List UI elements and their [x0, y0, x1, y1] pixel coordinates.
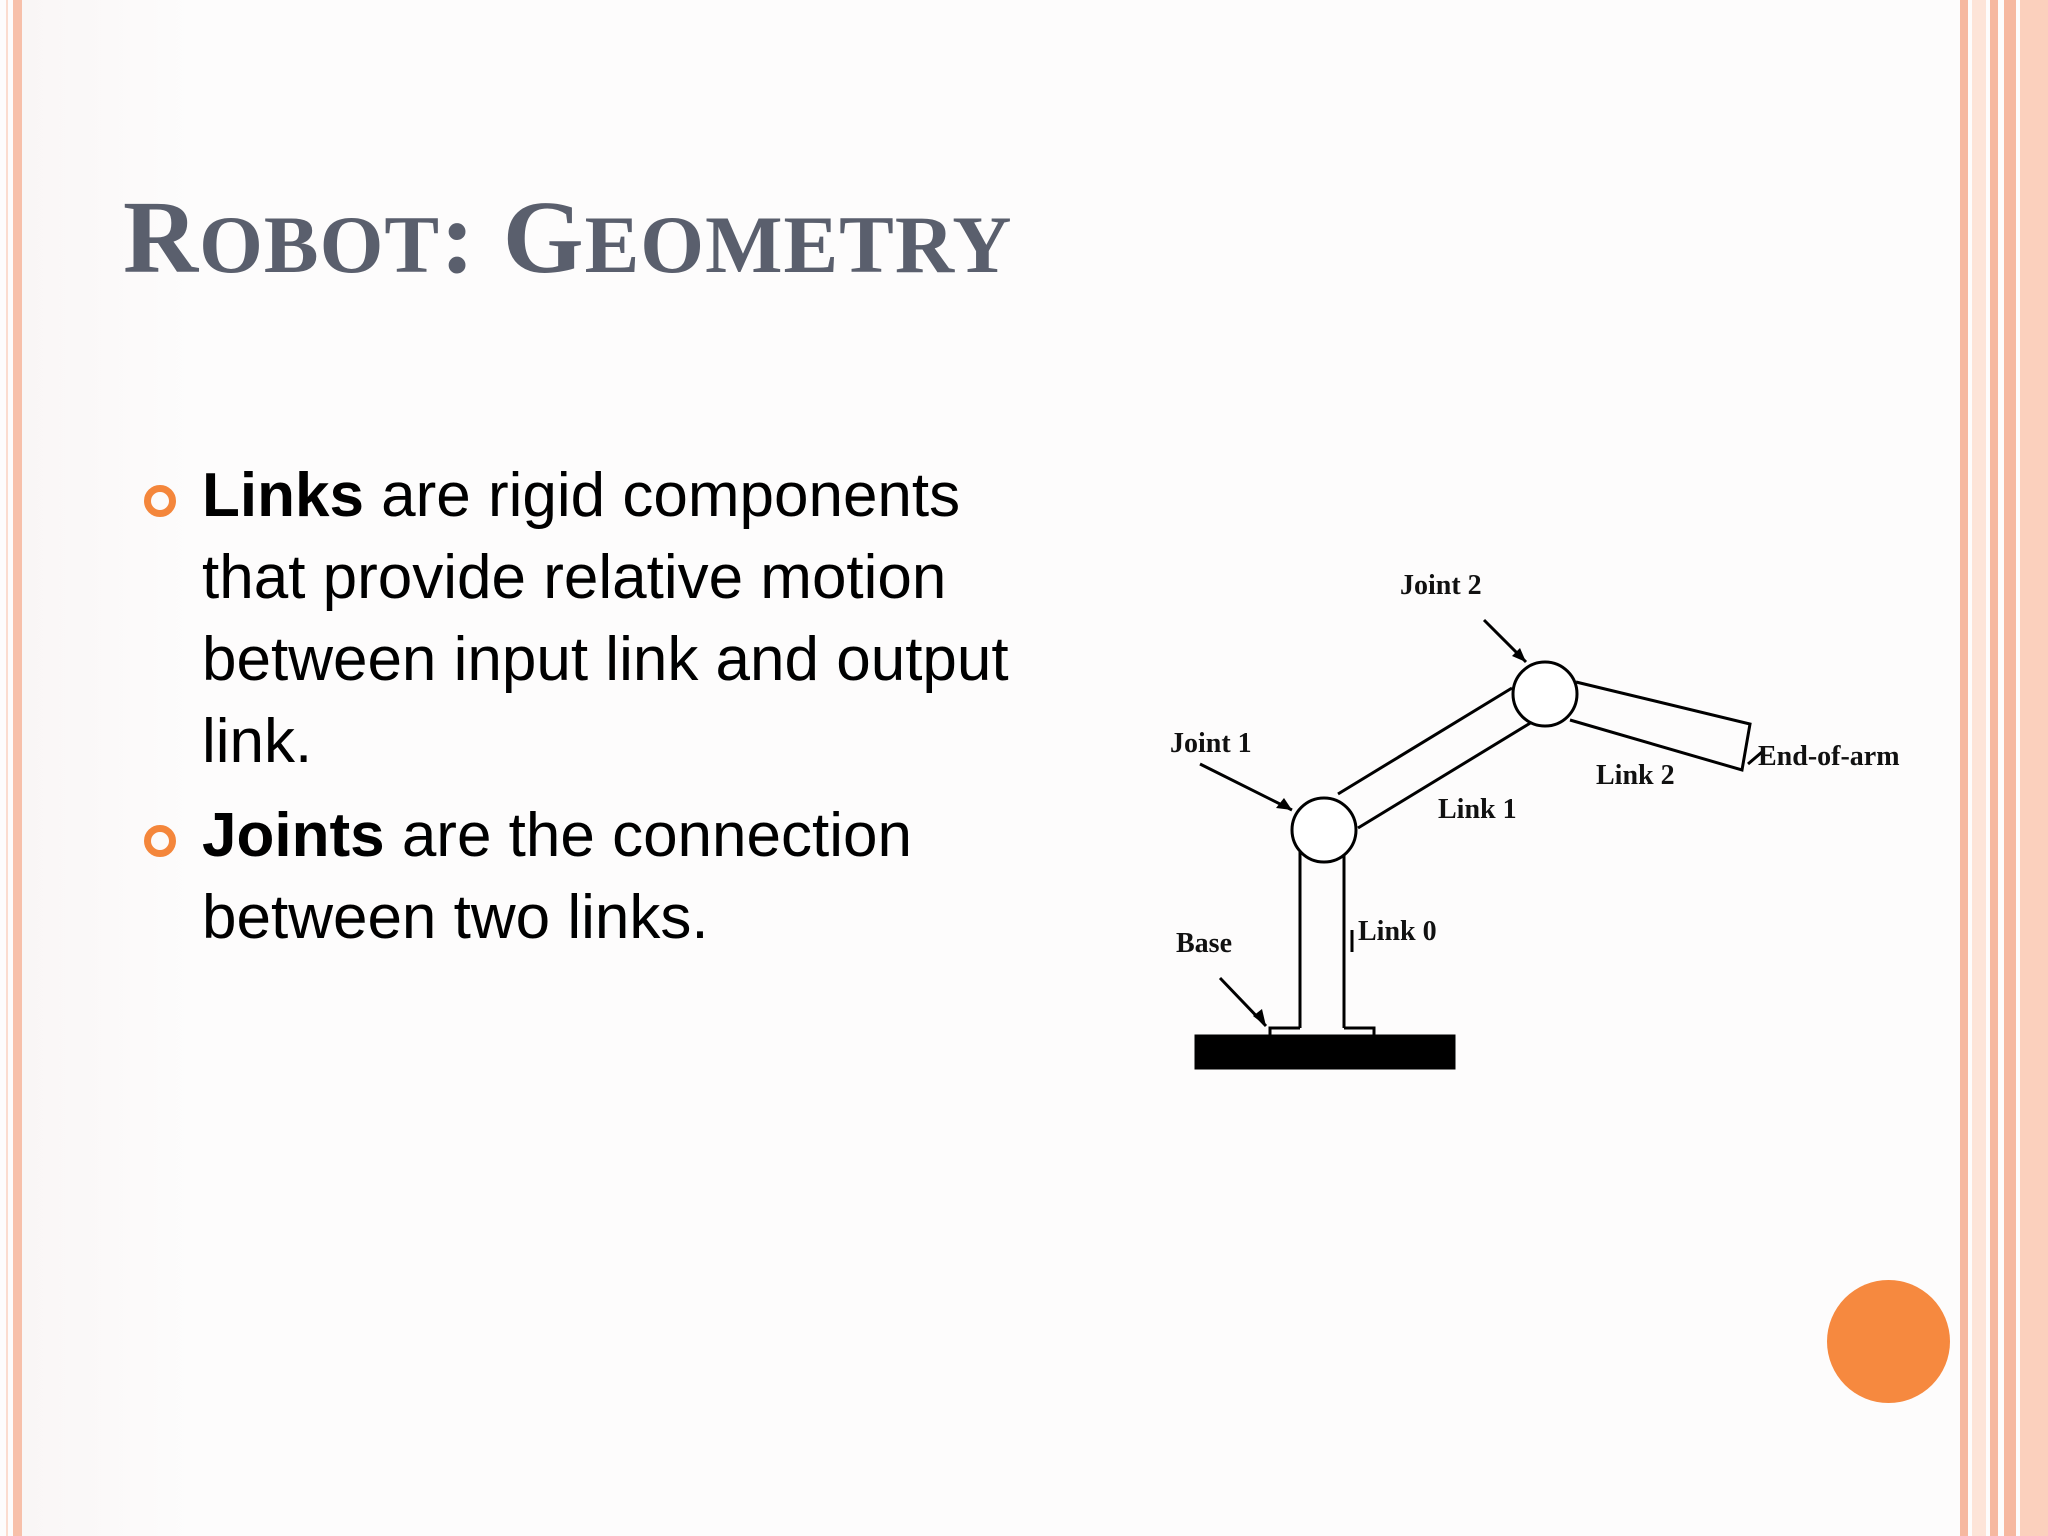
bullet-term: Links [202, 461, 364, 530]
right-border-bar [1960, 0, 1968, 1536]
slide-title [123, 178, 1012, 297]
right-border-bar [1990, 0, 1998, 1536]
base-plate [1196, 1036, 1454, 1068]
bullet-term: Joints [202, 801, 385, 870]
joint1-circle [1292, 798, 1356, 862]
title-part: R [123, 180, 200, 295]
bullet-item-links [140, 455, 1040, 783]
title-part: G [502, 180, 585, 295]
right-border-bar [1972, 0, 1986, 1536]
link0-label: Link 0 [1358, 916, 1437, 947]
bullet-item-joints [140, 795, 1040, 959]
base-arrowhead [1253, 1009, 1266, 1026]
bullet-text: are the connection between two links. [202, 801, 912, 952]
base-label: Base [1176, 928, 1232, 959]
end-of-arm-label: End-of-arm [1758, 741, 1900, 772]
decorative-orange-circle [1827, 1280, 1950, 1403]
bullet-circle-icon [144, 485, 176, 517]
right-border-bar [2004, 0, 2016, 1536]
bullet-circle-icon [144, 825, 176, 857]
robot-arm-diagram [1150, 550, 1940, 1090]
title-part: OBOT [199, 199, 441, 290]
link2-label: Link 2 [1596, 760, 1675, 791]
joint2-circle [1513, 662, 1577, 726]
joint2-label: Joint 2 [1400, 570, 1482, 601]
joint1-label: Joint 1 [1170, 728, 1252, 759]
joint1-leader [1200, 764, 1292, 810]
title-part: EOMETRY [584, 199, 1013, 290]
right-border-bar [2020, 0, 2048, 1536]
link2-outline [1570, 682, 1750, 770]
title-part: : [440, 180, 503, 295]
left-border [13, 0, 22, 1536]
left-border-thin [6, 0, 8, 1536]
bullet-text: are rigid components that provide relative motion between input link and output link. [202, 461, 1009, 776]
bullet-list [140, 455, 1040, 971]
link1-top-edge [1338, 688, 1512, 794]
link1-label: Link 1 [1438, 794, 1517, 825]
